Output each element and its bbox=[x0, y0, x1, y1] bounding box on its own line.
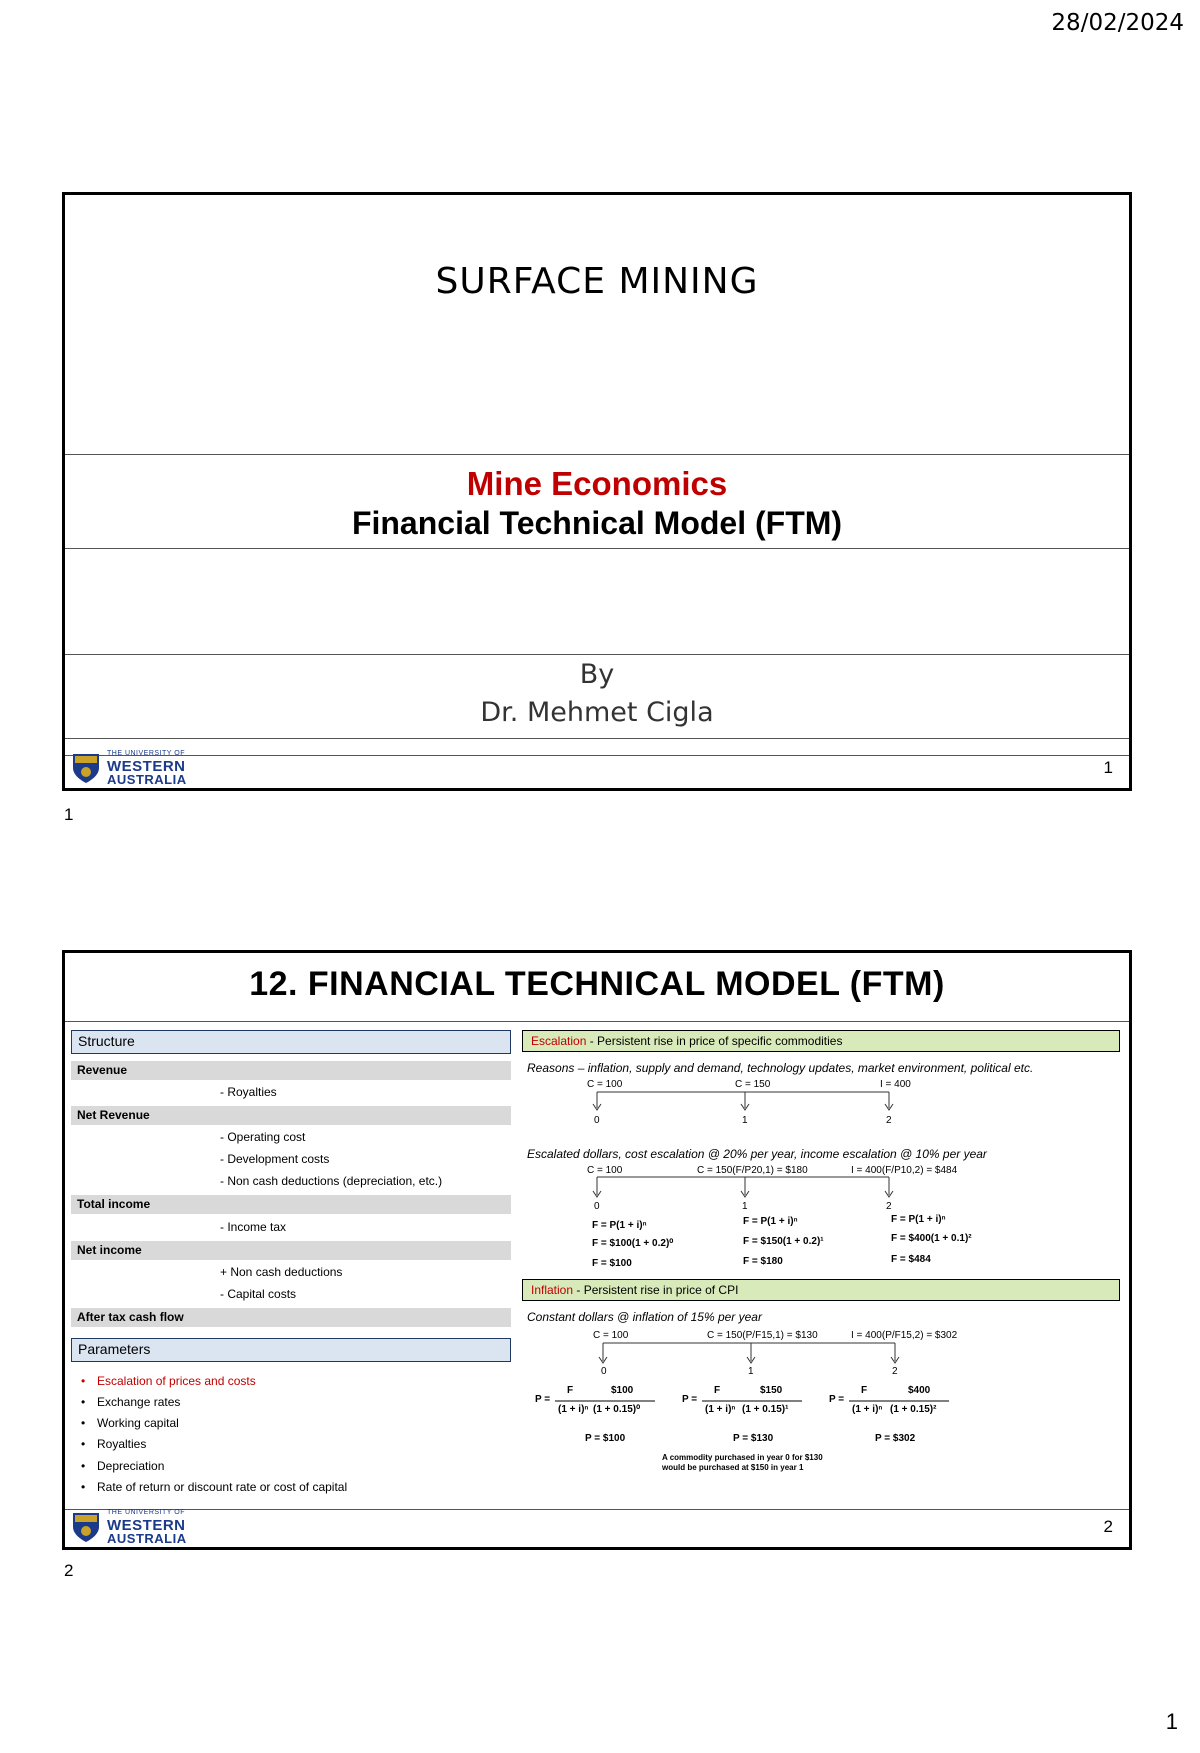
revenue-row: Revenue bbox=[71, 1061, 511, 1080]
formula: (1 + i)ⁿ bbox=[852, 1404, 883, 1415]
t3-year-1: 1 bbox=[748, 1366, 754, 1377]
structure-heading: Structure bbox=[71, 1030, 511, 1054]
university-logo bbox=[71, 750, 191, 786]
escalated-text: Escalated dollars, cost escalation @ 20% per year, income escalation @ 10% per year bbox=[527, 1147, 987, 1161]
after-tax-row: After tax cash flow bbox=[71, 1308, 511, 1327]
slide-subtitle: Financial Technical Model (FTM) bbox=[351, 505, 843, 541]
formula: F = $150(1 + 0.2)¹ bbox=[743, 1236, 824, 1247]
formula: $100 bbox=[611, 1385, 634, 1396]
t1-cost-0: C = 100 bbox=[587, 1079, 623, 1090]
page-number: 1 bbox=[1165, 1709, 1178, 1734]
fraction-line bbox=[849, 1400, 949, 1403]
formula: P = $130 bbox=[733, 1433, 774, 1444]
formula: P = bbox=[535, 1394, 551, 1405]
divider bbox=[65, 654, 1129, 655]
fraction-line bbox=[555, 1400, 655, 1403]
t2-income-2: I = 400(F/P10,2) = $484 bbox=[851, 1165, 958, 1176]
operating-cost-item: - Operating cost bbox=[220, 1130, 306, 1144]
logo-line-1: THE UNIVERSITY OF bbox=[107, 1509, 185, 1516]
capital-costs-item: - Capital costs bbox=[220, 1287, 297, 1301]
formula: F bbox=[714, 1385, 721, 1396]
t1-year-2: 2 bbox=[886, 1115, 892, 1126]
slide-label-1: 1 bbox=[64, 805, 74, 824]
parameters-heading: Parameters bbox=[71, 1338, 511, 1362]
divider bbox=[65, 738, 1129, 739]
t3-year-2: 2 bbox=[892, 1366, 898, 1377]
page-date: 28/02/2024 bbox=[1051, 10, 1184, 36]
formula: (1 + 0.15)⁰ bbox=[593, 1404, 641, 1415]
university-logo bbox=[71, 1509, 191, 1545]
logo-line-3: AUSTRALIA bbox=[107, 1531, 187, 1546]
parameter-item: • Working capital bbox=[81, 1416, 179, 1430]
logo-line-2: WESTERN bbox=[107, 1517, 186, 1534]
formula: F bbox=[567, 1385, 574, 1396]
divider bbox=[65, 548, 1129, 549]
royalties-item: - Royalties bbox=[220, 1085, 277, 1099]
inflation-note-1: A commodity purchased in year 0 for $130 bbox=[662, 1453, 823, 1462]
divider bbox=[65, 454, 1129, 455]
logo-line-1: THE UNIVERSITY OF bbox=[107, 750, 185, 757]
t1-income-2: I = 400 bbox=[880, 1079, 911, 1090]
divider bbox=[65, 1509, 1129, 1510]
slide-label-2: 2 bbox=[64, 1561, 74, 1580]
t2-year-2: 2 bbox=[886, 1201, 892, 1212]
divider bbox=[65, 755, 1129, 756]
development-costs-item: - Development costs bbox=[220, 1152, 330, 1166]
slide-number: 1 bbox=[1103, 758, 1113, 777]
formula: F = $484 bbox=[891, 1254, 931, 1265]
crest-icon bbox=[71, 1511, 101, 1543]
t1-cost-1: C = 150 bbox=[735, 1079, 771, 1090]
slide-number: 2 bbox=[1103, 1517, 1113, 1536]
plus-non-cash-item: + Non cash deductions bbox=[220, 1265, 343, 1279]
author-name: Dr. Mehmet Cigla bbox=[480, 697, 714, 728]
logo-line-2: WESTERN bbox=[107, 758, 186, 775]
constant-text: Constant dollars @ inflation of 15% per year bbox=[527, 1310, 762, 1324]
slide-1 bbox=[62, 192, 1132, 791]
by-label: By bbox=[579, 659, 615, 690]
parameter-item: • Escalation of prices and costs bbox=[81, 1374, 256, 1388]
t1-year-0: 0 bbox=[594, 1115, 600, 1126]
formula: F = $180 bbox=[743, 1256, 783, 1267]
formula: $400 bbox=[908, 1385, 931, 1396]
t3-cost-0: C = 100 bbox=[593, 1330, 629, 1341]
t2-cost-0: C = 100 bbox=[587, 1165, 623, 1176]
escalation-heading: Escalation - Persistent rise in price of specific commodities bbox=[522, 1030, 1120, 1052]
parameter-item: • Royalties bbox=[81, 1437, 147, 1451]
fraction-line bbox=[702, 1400, 802, 1403]
formula: (1 + i)ⁿ bbox=[558, 1404, 589, 1415]
formula: P = bbox=[829, 1394, 845, 1405]
slide-title: SURFACE MINING bbox=[435, 261, 759, 302]
slide-title: 12. FINANCIAL TECHNICAL MODEL (FTM) bbox=[249, 965, 945, 1003]
net-revenue-row: Net Revenue bbox=[71, 1106, 511, 1125]
formula: F = P(1 + i)ⁿ bbox=[592, 1220, 647, 1231]
net-income-row: Net income bbox=[71, 1241, 511, 1260]
parameter-item: • Depreciation bbox=[81, 1459, 165, 1473]
income-tax-item: - Income tax bbox=[220, 1220, 287, 1234]
formula: F bbox=[861, 1385, 868, 1396]
t2-year-1: 1 bbox=[742, 1201, 748, 1212]
logo-line-3: AUSTRALIA bbox=[107, 772, 187, 787]
slide-subtitle-red: Mine Economics bbox=[466, 465, 728, 502]
t2-year-0: 0 bbox=[594, 1201, 600, 1212]
t3-income-2: I = 400(P/F15,2) = $302 bbox=[851, 1330, 958, 1341]
t3-year-0: 0 bbox=[601, 1366, 607, 1377]
formula: P = bbox=[682, 1394, 698, 1405]
non-cash-item: - Non cash deductions (depreciation, etc.) bbox=[220, 1174, 443, 1188]
formula: F = $100 bbox=[592, 1258, 632, 1269]
total-income-row: Total income bbox=[71, 1195, 511, 1214]
inflation-note-2: would be purchased at $150 in year 1 bbox=[662, 1463, 804, 1472]
t3-cost-1: C = 150(P/F15,1) = $130 bbox=[707, 1330, 818, 1341]
formula: $150 bbox=[760, 1385, 783, 1396]
formula: (1 + 0.15)² bbox=[890, 1404, 937, 1415]
reasons-text: Reasons – inflation, supply and demand, technology updates, market environment, political etc. bbox=[527, 1061, 1034, 1075]
formula: F = P(1 + i)ⁿ bbox=[891, 1214, 946, 1225]
t1-year-1: 1 bbox=[742, 1115, 748, 1126]
formula: F = P(1 + i)ⁿ bbox=[743, 1216, 798, 1227]
inflation-heading: Inflation - Persistent rise in price of CPI bbox=[522, 1279, 1120, 1301]
slide-2 bbox=[62, 950, 1132, 1550]
formula: F = $400(1 + 0.1)² bbox=[891, 1233, 972, 1244]
formula: P = $100 bbox=[585, 1433, 626, 1444]
formula: (1 + 0.15)¹ bbox=[742, 1404, 789, 1415]
formula: F = $100(1 + 0.2)⁰ bbox=[592, 1238, 674, 1249]
parameter-item: • Exchange rates bbox=[81, 1395, 181, 1409]
formula: P = $302 bbox=[875, 1433, 916, 1444]
t2-cost-1: C = 150(F/P20,1) = $180 bbox=[697, 1165, 808, 1176]
parameter-item: • Rate of return or discount rate or cost of capital bbox=[81, 1480, 348, 1494]
formula: (1 + i)ⁿ bbox=[705, 1404, 736, 1415]
crest-icon bbox=[71, 752, 101, 784]
divider bbox=[65, 1021, 1129, 1022]
